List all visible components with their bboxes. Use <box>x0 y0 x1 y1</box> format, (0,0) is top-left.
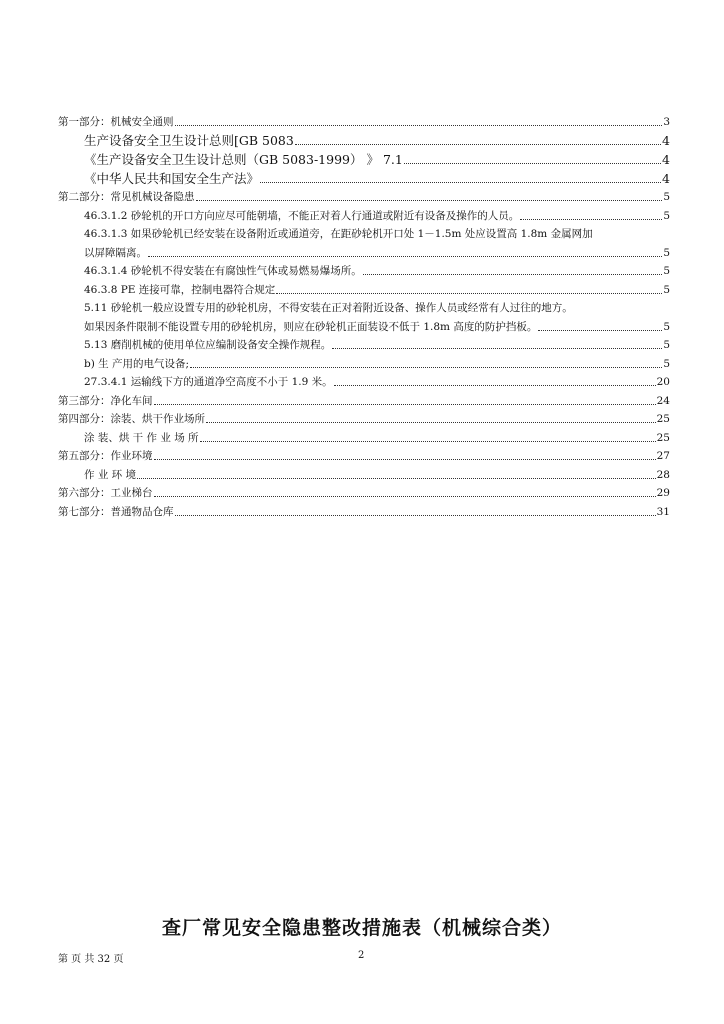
footer-page-count: 第 页 共 32 页 <box>58 954 124 965</box>
toc-dot-leader <box>206 421 656 423</box>
toc-entry-part5[interactable] <box>58 447 670 466</box>
toc-entry-page: 5 <box>663 246 670 259</box>
toc-entry-part3[interactable] <box>58 391 670 410</box>
toc-dot-leader <box>175 124 663 126</box>
toc-entry-part1[interactable] <box>58 112 670 131</box>
toc-entry-page: 4 <box>662 170 670 186</box>
toc-dot-leader <box>538 329 662 331</box>
toc-entry-27341[interactable] <box>58 373 670 392</box>
toc-dot-leader <box>520 218 662 220</box>
toc-entry-page: 27 <box>656 450 670 462</box>
toc-entry-46313-line1[interactable] <box>58 225 670 244</box>
toc-dot-leader <box>276 292 662 294</box>
toc-dot-leader <box>295 143 661 145</box>
toc-entry-page: 20 <box>656 376 670 388</box>
toc-entry-work-env[interactable] <box>58 465 670 484</box>
toc-entry-title: 46.3.8 PE 连接可靠，控制电器符合规定 <box>84 283 276 296</box>
toc-entry-page: 25 <box>656 413 670 425</box>
toc-dot-leader <box>196 199 663 201</box>
toc-entry-part6[interactable] <box>58 484 670 503</box>
footer-page-number: 2 <box>358 950 365 961</box>
table-of-contents <box>58 112 670 521</box>
toc-dot-leader <box>404 162 661 164</box>
toc-entry-46312[interactable] <box>58 206 670 225</box>
toc-dot-leader <box>148 255 662 257</box>
toc-entry-title: 第七部分：普通物品仓库 <box>58 505 174 518</box>
toc-entry-title: 5.13 磨削机械的使用单位应编制设备安全操作规程。 <box>84 339 332 351</box>
document-title: 查厂常见安全隐患整改措施表（机械综合类） <box>161 917 562 939</box>
toc-entry-46314[interactable] <box>58 262 670 281</box>
toc-entry-page: 3 <box>663 115 670 128</box>
toc-entry-page: 5 <box>663 339 670 351</box>
toc-entry-coating-area[interactable] <box>58 428 670 447</box>
toc-entry-b[interactable] <box>58 354 670 373</box>
toc-entry-gb5083[interactable] <box>58 131 670 150</box>
toc-entry-page: 5 <box>663 265 670 277</box>
toc-entry-title: 第三部分：净化车间 <box>58 394 153 407</box>
toc-entry-title: 第二部分：常见机械设备隐患 <box>58 191 195 203</box>
toc-entry-part4[interactable] <box>58 410 670 429</box>
toc-dot-leader <box>260 181 661 183</box>
toc-entry-page: 5 <box>663 357 670 370</box>
toc-dot-leader <box>190 366 662 368</box>
toc-entry-title: 第四部分：涂装、烘干作业场所 <box>58 413 205 425</box>
toc-dot-leader <box>154 458 656 460</box>
toc-entry-gb5083-1999[interactable] <box>58 150 670 169</box>
toc-dot-leader <box>154 495 656 497</box>
toc-entry-page: 31 <box>656 505 670 518</box>
toc-entry-46313-line2[interactable] <box>58 243 670 262</box>
toc-entry-513[interactable] <box>58 336 670 355</box>
toc-entry-page: 24 <box>656 394 670 407</box>
toc-entry-part2[interactable] <box>58 188 670 207</box>
toc-entry-title: 作 业 环 境 <box>84 468 137 481</box>
toc-entry-page: 28 <box>656 468 670 481</box>
toc-dot-leader <box>332 347 662 349</box>
toc-entry-title: 46.3.1.3 如果砂轮机已经安装在设备附近或通道旁，在距砂轮机开口处 1－1.5m 处应设置高 1.8m 金属网加 <box>84 227 593 240</box>
toc-dot-leader <box>175 514 656 516</box>
toc-entry-4638[interactable] <box>58 280 670 299</box>
toc-entry-page: 5 <box>663 283 670 296</box>
toc-entry-title: 《生产设备安全卫生设计总则（GB 5083-1999） 》 7.1 <box>84 151 403 167</box>
toc-entry-title: 第一部分：机械安全通则 <box>58 115 174 128</box>
toc-entry-title: 涂 装、烘 干 作 业 场 所 <box>84 431 199 444</box>
toc-entry-title: 生产设备安全卫生设计总则[GB 5083 <box>84 132 294 148</box>
toc-dot-leader <box>334 384 656 386</box>
toc-dot-leader <box>154 403 656 405</box>
toc-entry-title: 27.3.4.1 运输线下方的通道净空高度不小于 1.9 米。 <box>84 376 333 388</box>
toc-dot-leader <box>200 440 656 442</box>
toc-entry-511-line1[interactable] <box>58 299 670 318</box>
toc-entry-page: 5 <box>663 320 670 333</box>
toc-dot-leader <box>137 477 656 479</box>
toc-entry-page: 5 <box>663 191 670 203</box>
toc-entry-page: 4 <box>662 132 670 148</box>
toc-entry-title: 46.3.1.2 砂轮机的开口方向应尽可能朝墙，不能正对着人行通道或附近有设备及操作的人员。 <box>84 209 520 222</box>
toc-entry-title: 第五部分：作业环境 <box>58 450 153 462</box>
toc-entry-part7[interactable] <box>58 502 670 521</box>
toc-entry-title: 如果因条件限制不能设置专用的砂轮机房，则应在砂轮机正面装设不低于 1.8m 高度的防护挡板。 <box>84 320 538 333</box>
toc-entry-title: 《中华人民共和国安全生产法》 <box>84 170 260 186</box>
toc-entry-title: 46.3.1.4 砂轮机不得安装在有腐蚀性气体或易燃易爆场所。 <box>84 265 362 277</box>
toc-entry-title: 5.11 砂轮机一般应设置专用的砂轮机房，不得安装在正对着附近设备、操作人员或经常有人过往的地方。 <box>84 301 573 314</box>
toc-entry-title: 以屏障隔离。 <box>84 246 147 259</box>
toc-entry-safety-law[interactable] <box>58 169 670 188</box>
toc-entry-511-line2[interactable] <box>58 317 670 336</box>
toc-entry-title: 第六部分：工业梯台 <box>58 487 153 499</box>
toc-entry-page: 4 <box>662 151 670 167</box>
toc-dot-leader <box>363 273 663 275</box>
toc-entry-page: 29 <box>656 487 670 499</box>
toc-entry-title: b) 生 产用的电气设备; <box>84 357 190 370</box>
toc-entry-page: 25 <box>656 431 670 444</box>
toc-entry-page: 5 <box>663 209 670 222</box>
